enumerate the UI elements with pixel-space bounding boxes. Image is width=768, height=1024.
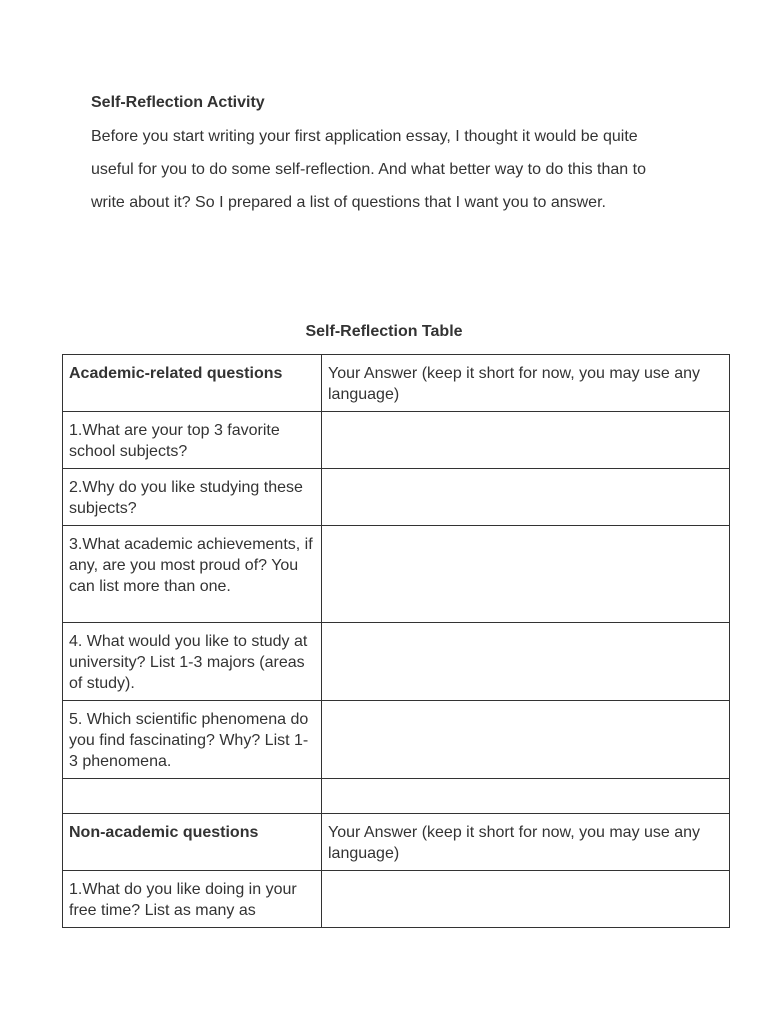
table-row xyxy=(63,469,730,526)
intro-section xyxy=(91,92,681,219)
question-cell: 4. What would you like to study at university? List 1-3 majors (areas of study). xyxy=(63,623,322,701)
non-academic-header-row xyxy=(63,814,730,871)
empty-cell xyxy=(63,779,322,814)
answer-column-header: Your Answer (keep it short for now, you may use any language) xyxy=(322,355,730,412)
non-academic-questions-header: Non-academic questions xyxy=(63,814,322,871)
answer-cell[interactable] xyxy=(322,623,730,701)
table-row xyxy=(63,526,730,623)
table-row xyxy=(63,871,730,928)
empty-row xyxy=(63,779,730,814)
answer-cell[interactable] xyxy=(322,412,730,469)
question-cell: 1.What do you like doing in your free time? List as many as xyxy=(63,871,322,928)
answer-column-header: Your Answer (keep it short for now, you may use any language) xyxy=(322,814,730,871)
question-cell: 5. Which scientific phenomena do you find fascinating? Why? List 1-3 phenomena. xyxy=(63,701,322,779)
empty-cell xyxy=(322,779,730,814)
answer-cell[interactable] xyxy=(322,469,730,526)
activity-instructions: Before you start writing your first application essay, I thought it would be quite useful for you to do some self-reflection. And what better way to do this than to write about it? So I prepared a list of questions that I want you to answer. xyxy=(91,128,646,211)
table-header-row xyxy=(63,355,730,412)
answer-cell[interactable] xyxy=(322,701,730,779)
question-cell: 2.Why do you like studying these subjects? xyxy=(63,469,322,526)
activity-title: Self-Reflection Activity xyxy=(91,94,265,111)
question-cell: 1.What are your top 3 favorite school subjects? xyxy=(63,412,322,469)
self-reflection-table xyxy=(62,354,730,928)
answer-cell[interactable] xyxy=(322,526,730,623)
table-title: Self-Reflection Table xyxy=(305,323,463,340)
academic-questions-header: Academic-related questions xyxy=(63,355,322,412)
question-cell: 3.What academic achievements, if any, are you most proud of? You can list more than one. xyxy=(63,526,322,623)
table-row xyxy=(63,623,730,701)
table-row xyxy=(63,701,730,779)
answer-cell[interactable] xyxy=(322,871,730,928)
table-row xyxy=(63,412,730,469)
